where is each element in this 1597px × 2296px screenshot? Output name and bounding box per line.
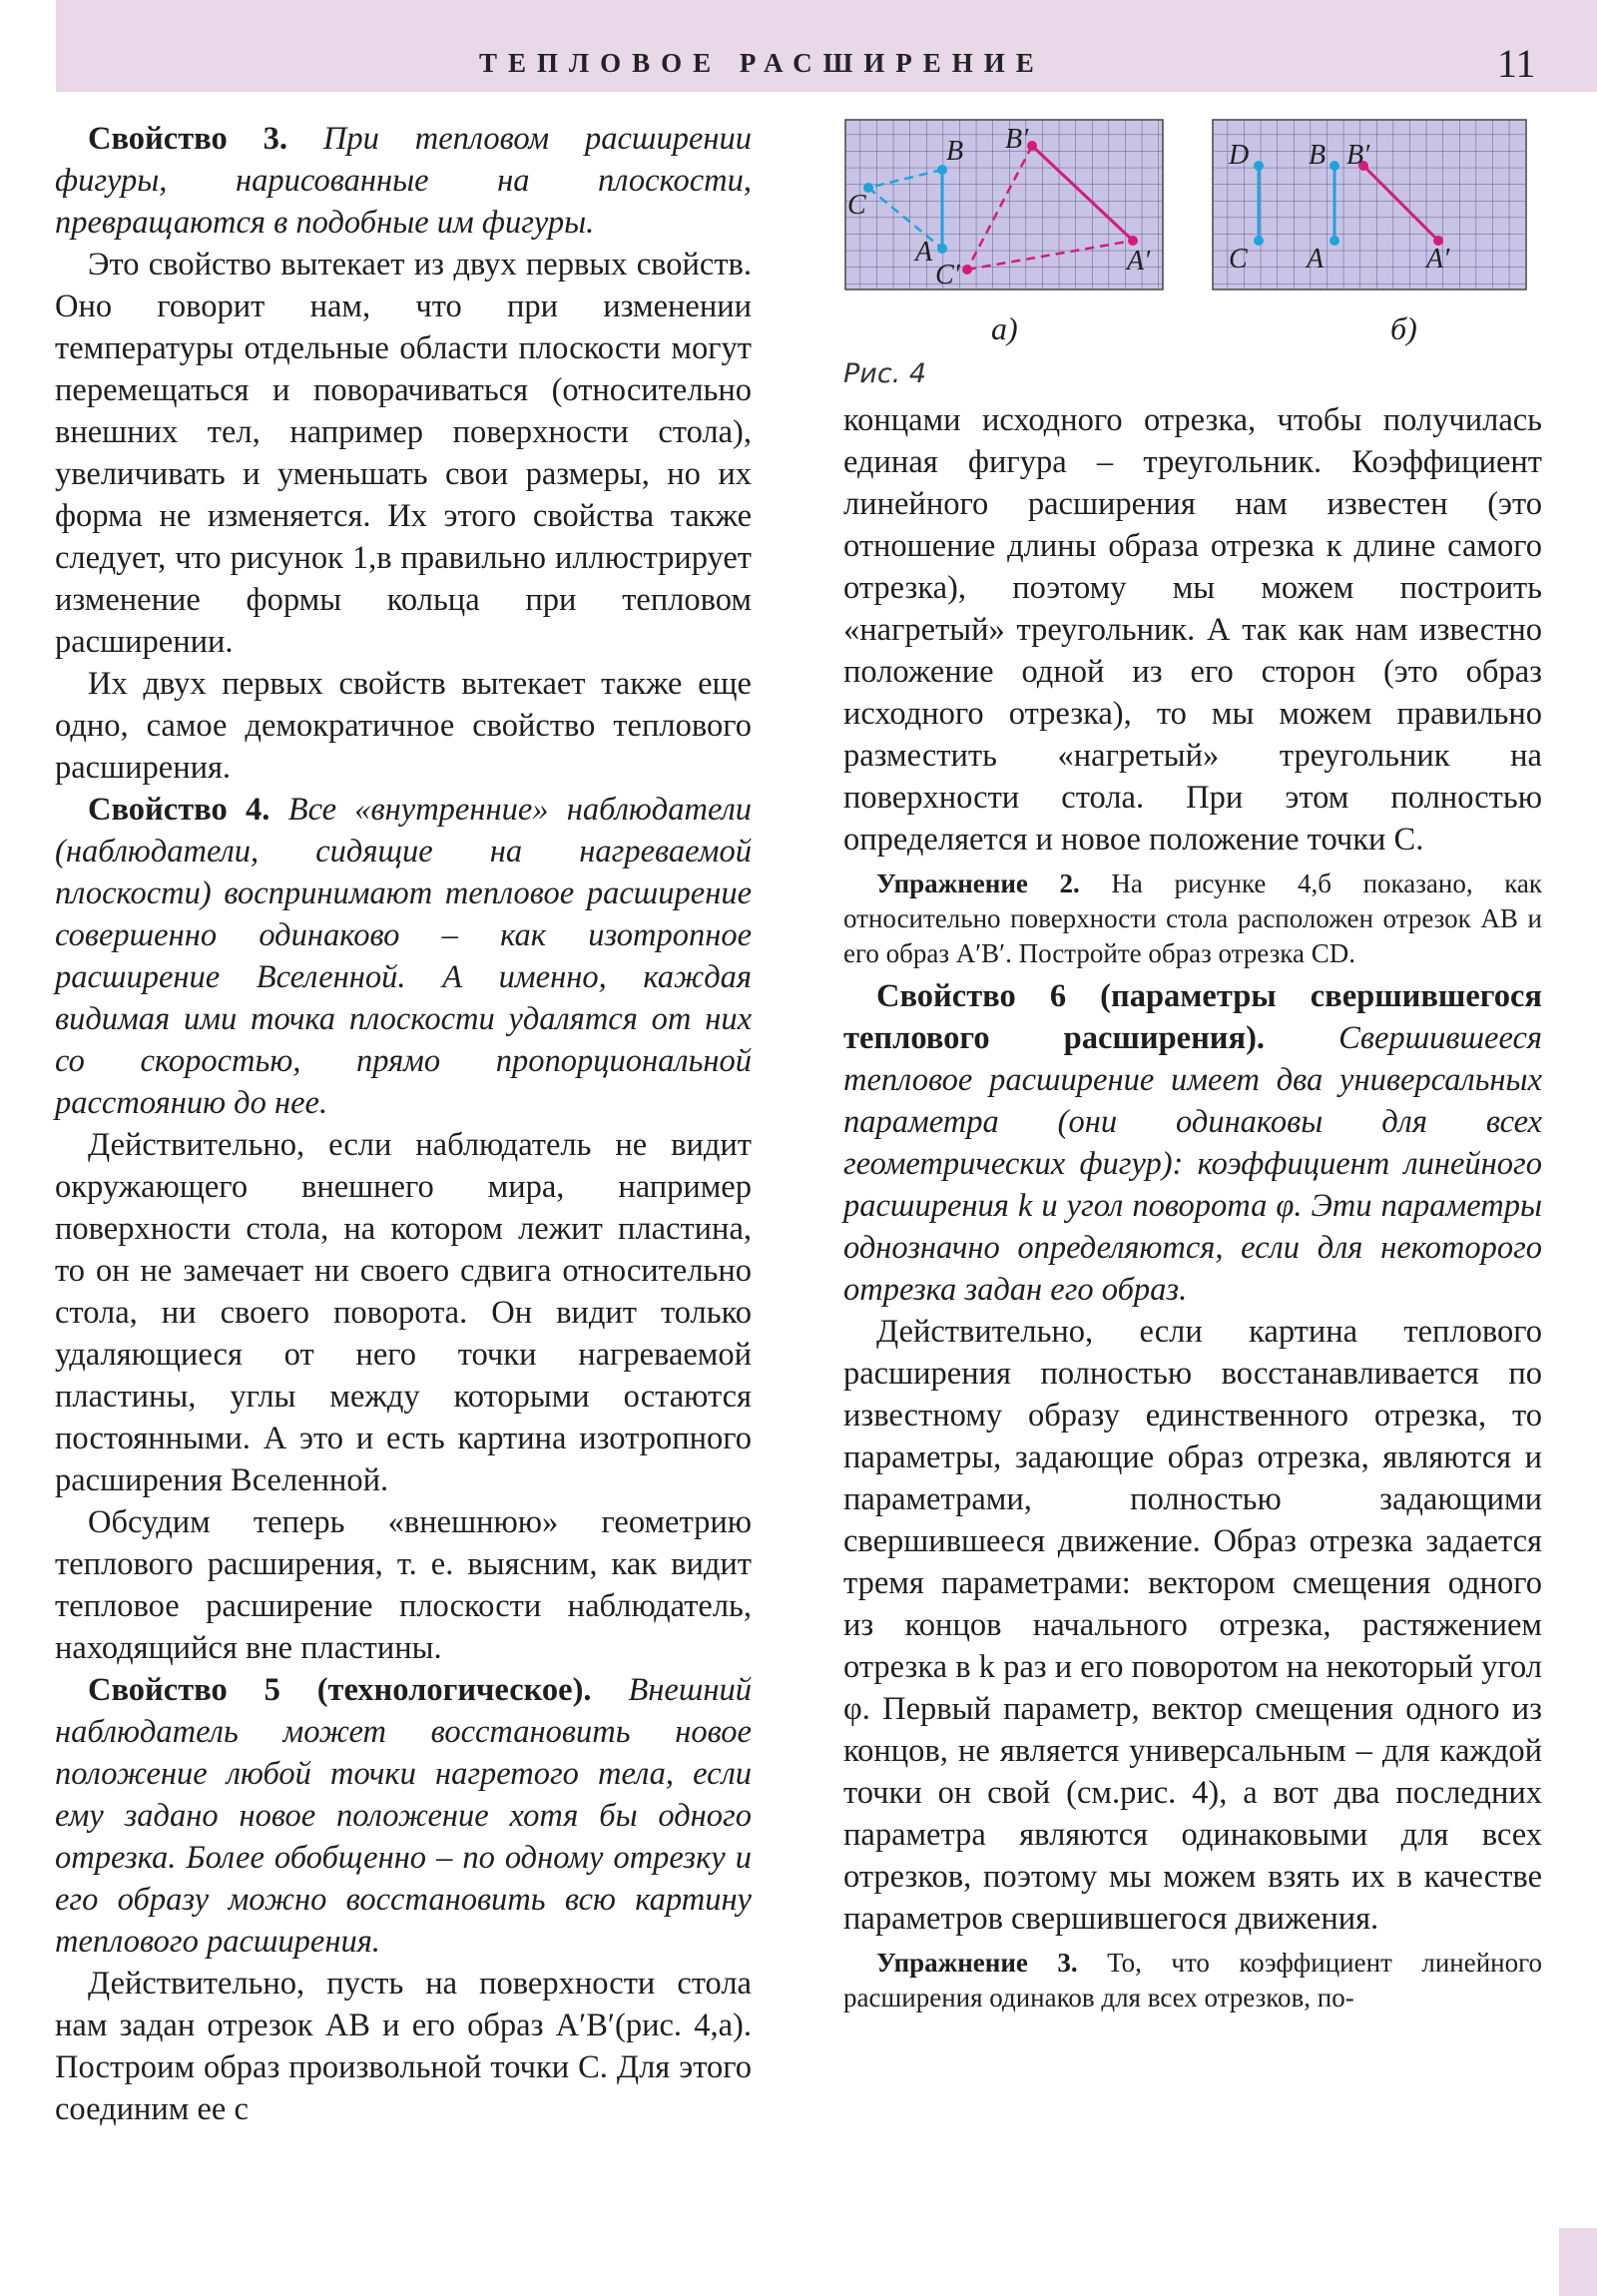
exercise-3-text: То, что коэффициент линейного расширения одинаков для всех отрезков, по-: [843, 1948, 1543, 2012]
label-a-prime: A′: [1127, 246, 1151, 277]
exercise-2-label: Упражнение 2.: [876, 868, 1080, 898]
point-a: [1330, 236, 1339, 246]
point-c: [1254, 236, 1264, 246]
exercise-3: [843, 1946, 1542, 2015]
figure-4-diagram: [843, 118, 1542, 307]
exercise-2: [843, 866, 1542, 971]
property-3: [55, 118, 752, 244]
label-a: A: [1307, 244, 1325, 275]
figure-4a-panel: [845, 120, 1163, 290]
paragraph: концами исходного отрезка, чтобы получилась единая фигура – треугольник. Коэффициент линейного расширения нам известен (это отношение длины образа отрезка к длине самого отрезка), поэтому мы можем построить «нагретый» треугольник. А так как нам известно положение одной из его сторон (это образ исходного отрезка), то мы можем правильно разместить «нагретый» треугольник на поверхности стола. При этом полностью определяется и новое положение точки C.: [843, 402, 1542, 858]
label-a: A: [915, 237, 933, 268]
left-column: [55, 118, 752, 2130]
figure-4a-label: а): [991, 310, 1018, 346]
label-c: C: [847, 190, 866, 221]
point-b: [1330, 161, 1339, 171]
property-3-text: При тепловом расширении фигуры, нарисованные на плоскости, превращаются в подобные им фигуры.: [55, 121, 752, 241]
figure-4b-panel: [1213, 120, 1526, 289]
property-4-text: Все «внутренние» наблюдатели (наблюдатели, сидящие на нагреваемой плоскости) воспринимают тепловое расширение совершенно одинаково – как изотропное расширение Вселенной. А именно, каждая видимая ими точка плоскости удалятся от них со скоростью, прямо пропорциональной расстоянию до нее.: [55, 792, 752, 1121]
running-header-title: ТЕПЛОВОЕ РАСШИРЕНИЕ: [479, 48, 1045, 78]
property-5-text: Внешний наблюдатель может восстановить новое положение любой точки нагретого тела, если ему задано новое положение хотя бы одного отрезка. Более обобщенно – по одному отрезку и его образу можно восстановить всю картину теплового расширения.: [55, 1672, 752, 1960]
paragraph: Обсудим теперь «внешнюю» геометрию теплового расширения, т. е. выясним, как видит тепловое расширение плоскости наблюдатель, находящийся вне пластины.: [55, 1504, 752, 1666]
paragraph: Это свойство вытекает из двух первых свойств. Оно говорит нам, что при изменении температуры отдельные области плоскости могут перемещаться и поворачиваться (относительно внешних тел, например поверхности стола), увеличивать и уменьшать свои размеры, но их форма не изменяется. Их этого свойства также следует, что рисунок 1,в правильно иллюстрирует изменение формы кольца при тепловом расширении.: [55, 247, 752, 660]
property-4: [55, 789, 752, 1124]
figure-4b-label: б): [1390, 310, 1417, 346]
property-6: [843, 975, 1542, 1311]
label-c-prime: C′: [935, 260, 960, 290]
label-b: B: [946, 136, 964, 167]
label-b-prime: B′: [1005, 124, 1029, 155]
figure-caption: Рис. 4: [843, 358, 927, 389]
property-6-text: Свершившееся тепловое расширение имеет два универсальных параметра (они одинаковы для всех геометрических фигур): коэффициент линейного расширения k и угол поворота φ. Эти параметры однозначно определяются, если для некоторого отрезка задан его образ.: [843, 1020, 1542, 1308]
label-c: C: [1229, 244, 1248, 275]
paragraph: Их двух первых свойств вытекает также еще одно, самое демократичное свойство теплового расширения.: [55, 666, 752, 786]
point-a: [937, 244, 947, 254]
point-c-prime: [962, 265, 972, 275]
property-5: [55, 1669, 752, 1963]
paragraph: Действительно, пусть на поверхности стола нам задан отрезок AB и его образ A′B′(рис. 4,а). Построим образ произвольной точки C. Для этого соединим ее с: [55, 1966, 752, 2127]
figure-4: [843, 118, 1542, 393]
property-5-label: Свойство 5 (технологическое).: [88, 1672, 592, 1708]
paragraph: Действительно, если картина теплового расширения полностью восстанавливается по известному образу единственного отрезка, то параметры, задающие образ отрезка, являются и параметрами, полностью задающими свершившееся движение. Образ отрезка задается тремя параметрами: вектором смещения одного из концов начального отрезка, растяжением отрезка в k раз и его поворотом на некоторый угол φ. Первый параметр, вектор смещения одного из концов, не является универсальным – для каждой точки он свой (см.рис. 4), а вот два последних параметра являются одинаковыми для всех отрезков, поэтому мы можем взять их в качестве параметров свершившегося движения.: [843, 1314, 1542, 1937]
label-b: B: [1309, 140, 1327, 171]
paragraph: Действительно, если наблюдатель не видит окружающего внешнего мира, например поверхности стола, на котором лежит пластина, то он не замечает ни своего сдвига относительно стола, ни своего поворота. Он видит только удаляющиеся от него точки нагреваемой пластины, углы между которыми остаются постоянными. А это и есть картина изотропного расширения Вселенной.: [55, 1127, 752, 1498]
page-number: 11: [1497, 41, 1536, 86]
exercise-2-text: На рисунке 4,б показано, как относительно поверхности стола расположен отрезок AB и его образ A′B′. Постройте образ отрезка CD.: [843, 868, 1543, 968]
label-d: D: [1229, 140, 1250, 171]
point-b-prime: [1027, 141, 1037, 151]
point-a-prime: [1128, 236, 1138, 246]
property-4-label: Свойство 4.: [88, 792, 270, 828]
property-3-label: Свойство 3.: [88, 121, 287, 157]
right-column: [843, 118, 1542, 2019]
property-6-label: Свойство 6 (параметры свершившегося теплового расширения).: [843, 978, 1542, 1056]
label-b-prime: B′: [1346, 140, 1370, 171]
label-a-prime: A′: [1426, 244, 1450, 275]
point-d: [1254, 161, 1264, 171]
exercise-3-label: Упражнение 3.: [876, 1948, 1078, 1978]
corner-tab: [1559, 2228, 1597, 2296]
